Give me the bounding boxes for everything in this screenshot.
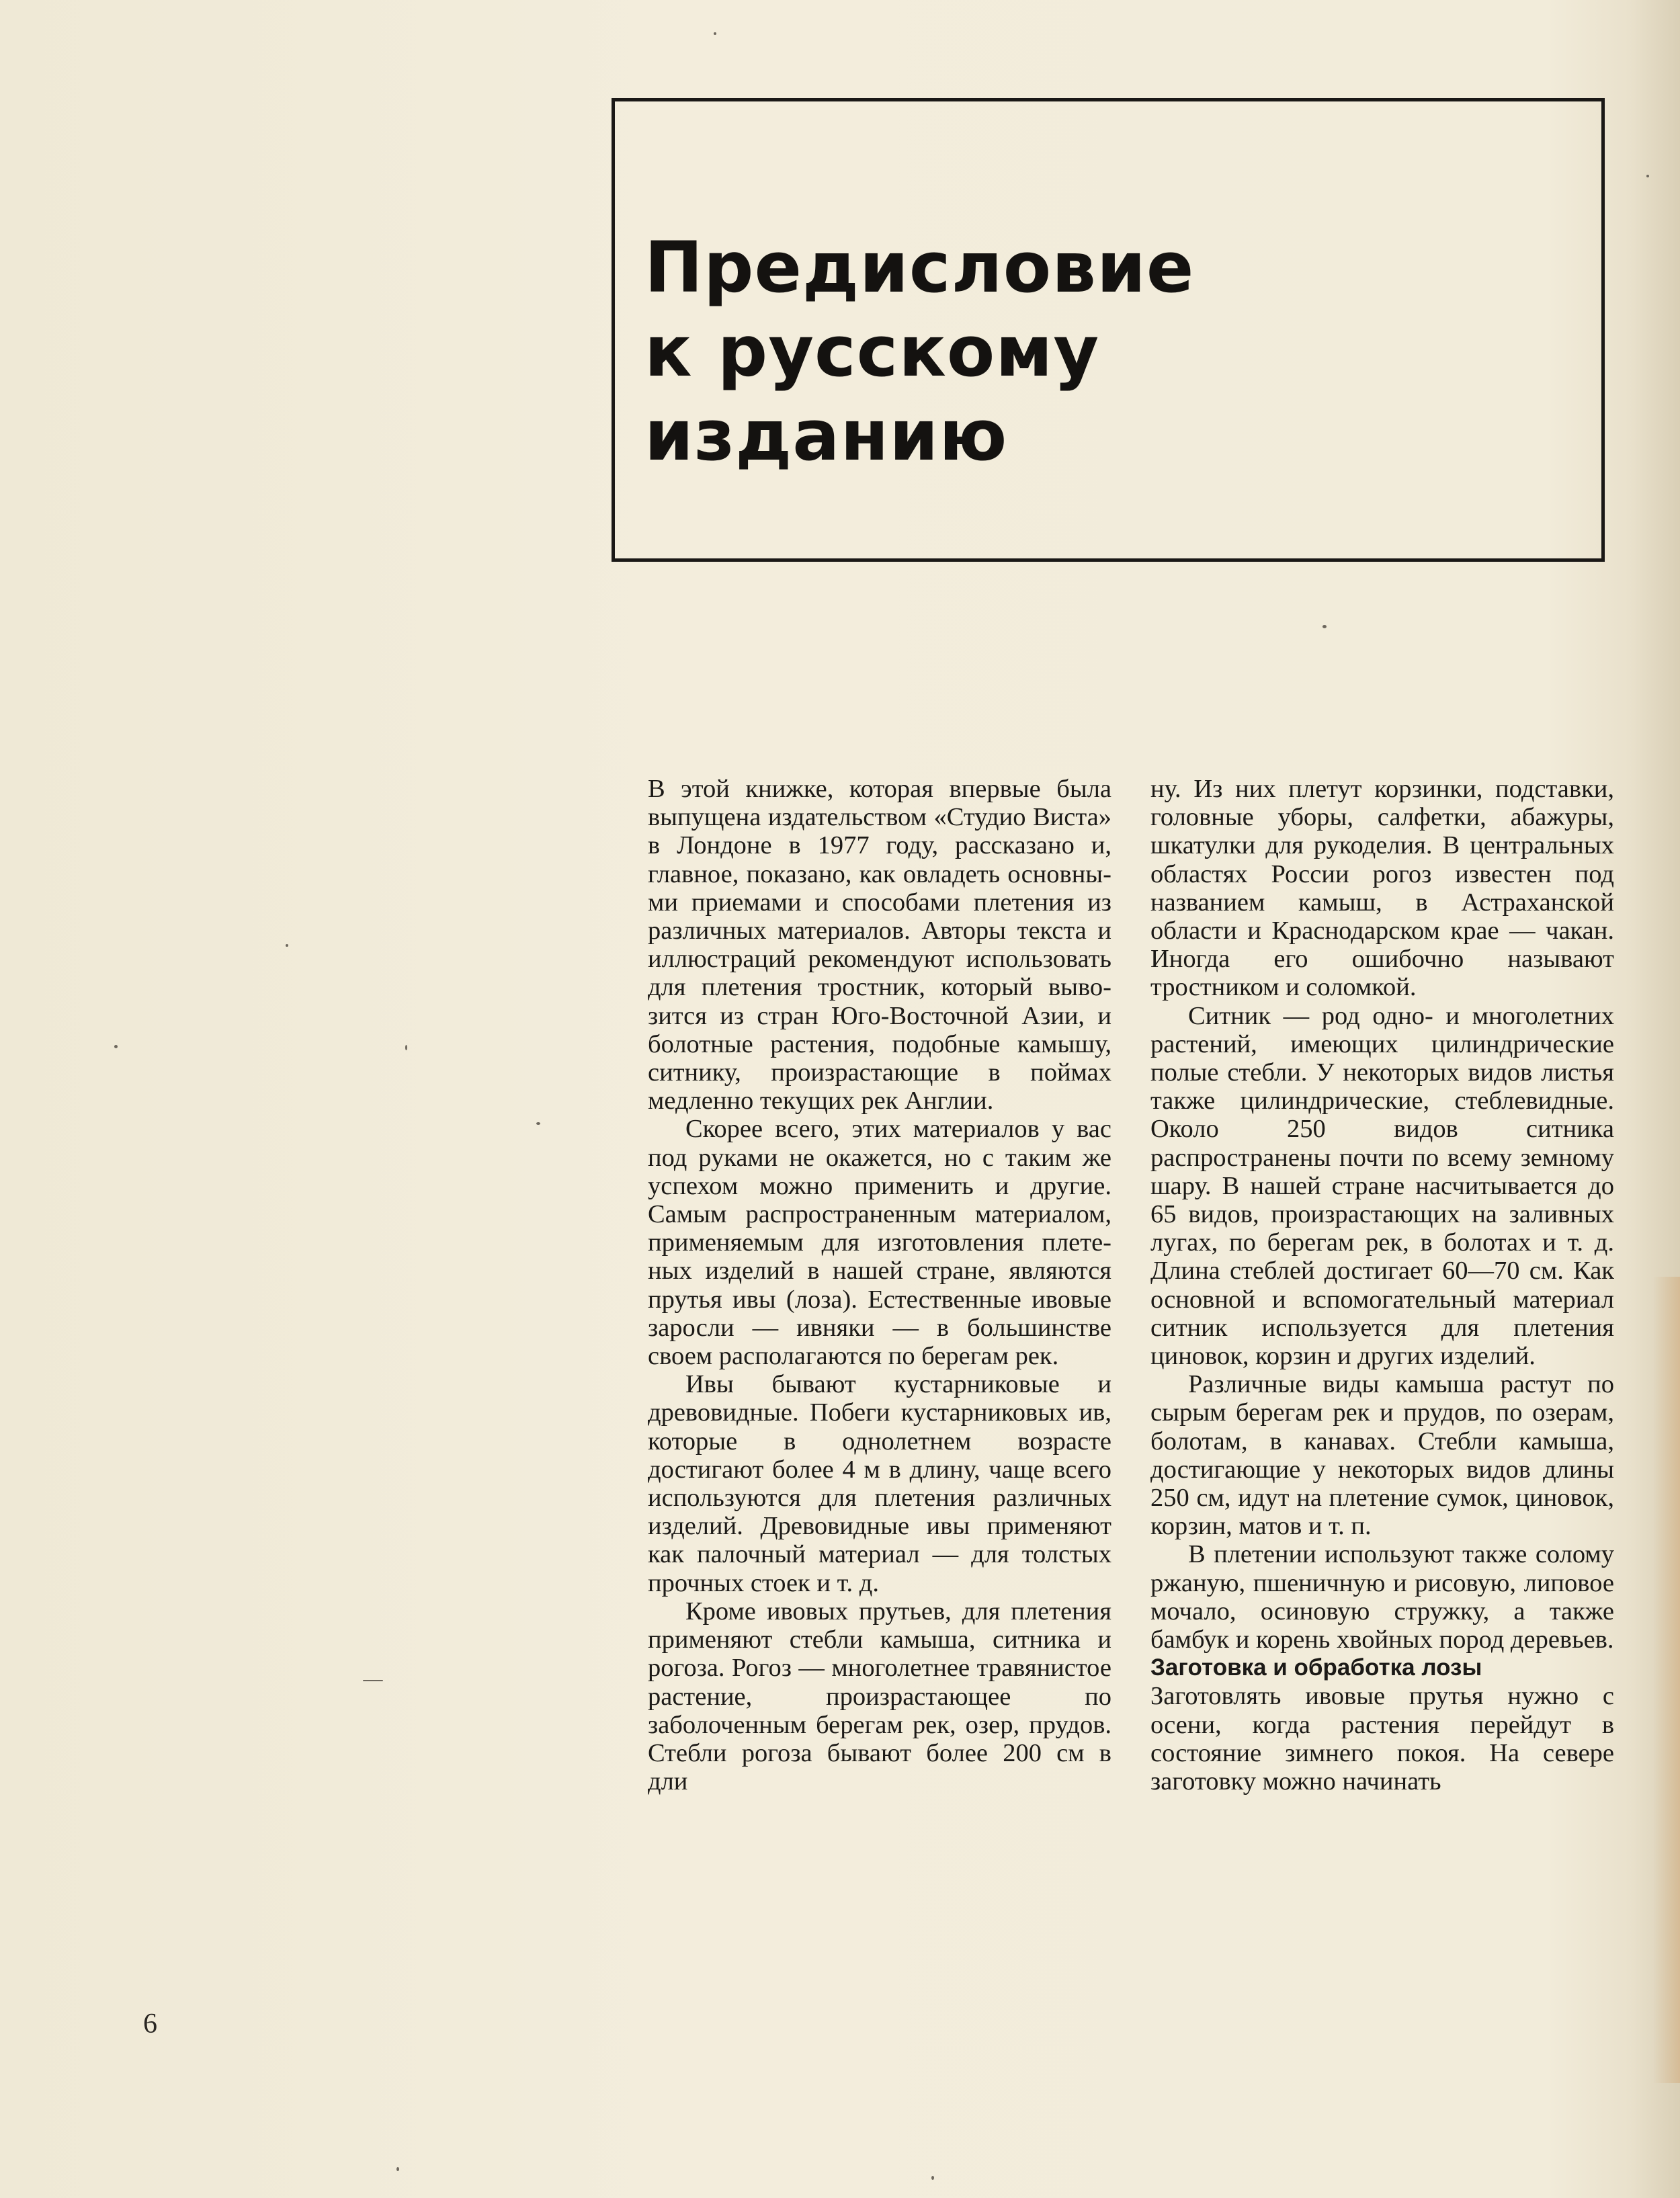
scan-speck [114, 1045, 118, 1048]
scan-speck [286, 944, 288, 947]
title-line: к русскому [644, 310, 1100, 392]
paragraph: Различные виды камыша растут по сырым берегам рек и прудов, по озерам, болотам, в канавах. Стебли камыша, достигающие у некоторых видов длины 250 см, идут на плетение сумок, циновок, корзин, матов и т. п. [1150, 1370, 1614, 1541]
paragraph: Кроме ивовых прутьев, для плетения применяют стебли камыша, ситника и рогоза. Рогоз — многолетнее травянистое растение, произрастающее по заболоченным берегам рек, озер, прудов. Стебли рогоза бывают более 200 см в дли [648, 1597, 1111, 1796]
paragraph: В плетении используют также солому ржаную, пшеничную и рисовую, липовое мочало, осиновую стружку, а также бамбук и корень хвойных пород деревьев. [1150, 1540, 1614, 1654]
scan-speck [405, 1045, 407, 1050]
title-line: Предисловие [644, 226, 1195, 308]
scan-speck [931, 2176, 934, 2180]
paragraph: В этой книжке, которая впервые была выпущена издательством «Студио Виста» в Лондоне в 1977 году, рассказано и, главное, показано, как овладеть основными приемами и способами плетения из различных материалов. Авторы текста и иллюстраций рекомендуют использовать для плетения тростник, который вывозится из стран Юго-Восточной Азии, и болотные растения, подобные камышу, ситнику, произрастающие в поймах медленно текущих рек Англии. [648, 775, 1111, 1115]
scan-speck [363, 1680, 383, 1681]
page-title [644, 226, 1194, 478]
title-frame [612, 98, 1605, 562]
scan-speck [536, 1122, 540, 1125]
scan-speck [396, 2167, 399, 2171]
scan-speck [714, 32, 716, 35]
page-edge-discoloration [1653, 1277, 1680, 2083]
paragraph: ну. Из них плетут корзинки, подставки, головные уборы, салфетки, абажуры, шкатулки для рукоделия. В центральных областях России рогоз известен под названием камыш, в Астраханской области и Краснодарском крае — чакан. Иногда его ошибочно называют тростником и соломкой. [1150, 775, 1614, 1002]
scan-speck [1646, 175, 1649, 177]
scan-speck [1322, 625, 1327, 628]
title-line: изданию [644, 394, 1008, 476]
paragraph: Заготовлять ивовые прутья нужно с осени, когда растения перейдут в состояние зимнего покоя. На севере заготовку можно начинать [1150, 1682, 1614, 1795]
page-number: 6 [143, 2009, 157, 2039]
paragraph: Скорее всего, этих материалов у вас под руками не окажется, но с таким же успехом можно применить и другие. Самым распространенным материалом, применяемым для изготовления плетеных изделий в нашей стране, являются прутья ивы (лоза). Естественные ивовые заросли — ивняки — в большинстве своем располагаются по берегам рек. [648, 1115, 1111, 1371]
left-text-column [648, 775, 1111, 1795]
right-text-column [1150, 775, 1614, 1795]
paragraph: Ситник — род одно- и многолетних растений, имеющих цилиндрические полые стебли. У некоторых видов листья также цилиндрические, стеблевидные. Около 250 видов ситника распространены почти по всему земному шару. В нашей стране насчитывается до 65 видов, произрастающих на заливных лугах, по берегам рек, в болотах и т. д. Длина стеблей достигает 60—70 см. Как основной и вспомогательный материал ситник используется для плетения циновок, корзин и других изделий. [1150, 1001, 1614, 1371]
paragraph: Ивы бывают кустарниковые и древовидные. Побеги кустарниковых ив, которые в однолетнем возрасте достигают более 4 м в длину, чаще всего используются для плетения различных изделий. Древовидные ивы применяют как палочный материал — для толстых прочных стоек и т. д. [648, 1370, 1111, 1597]
section-subheading: Заготовка и обработка лозы [1150, 1654, 1482, 1681]
